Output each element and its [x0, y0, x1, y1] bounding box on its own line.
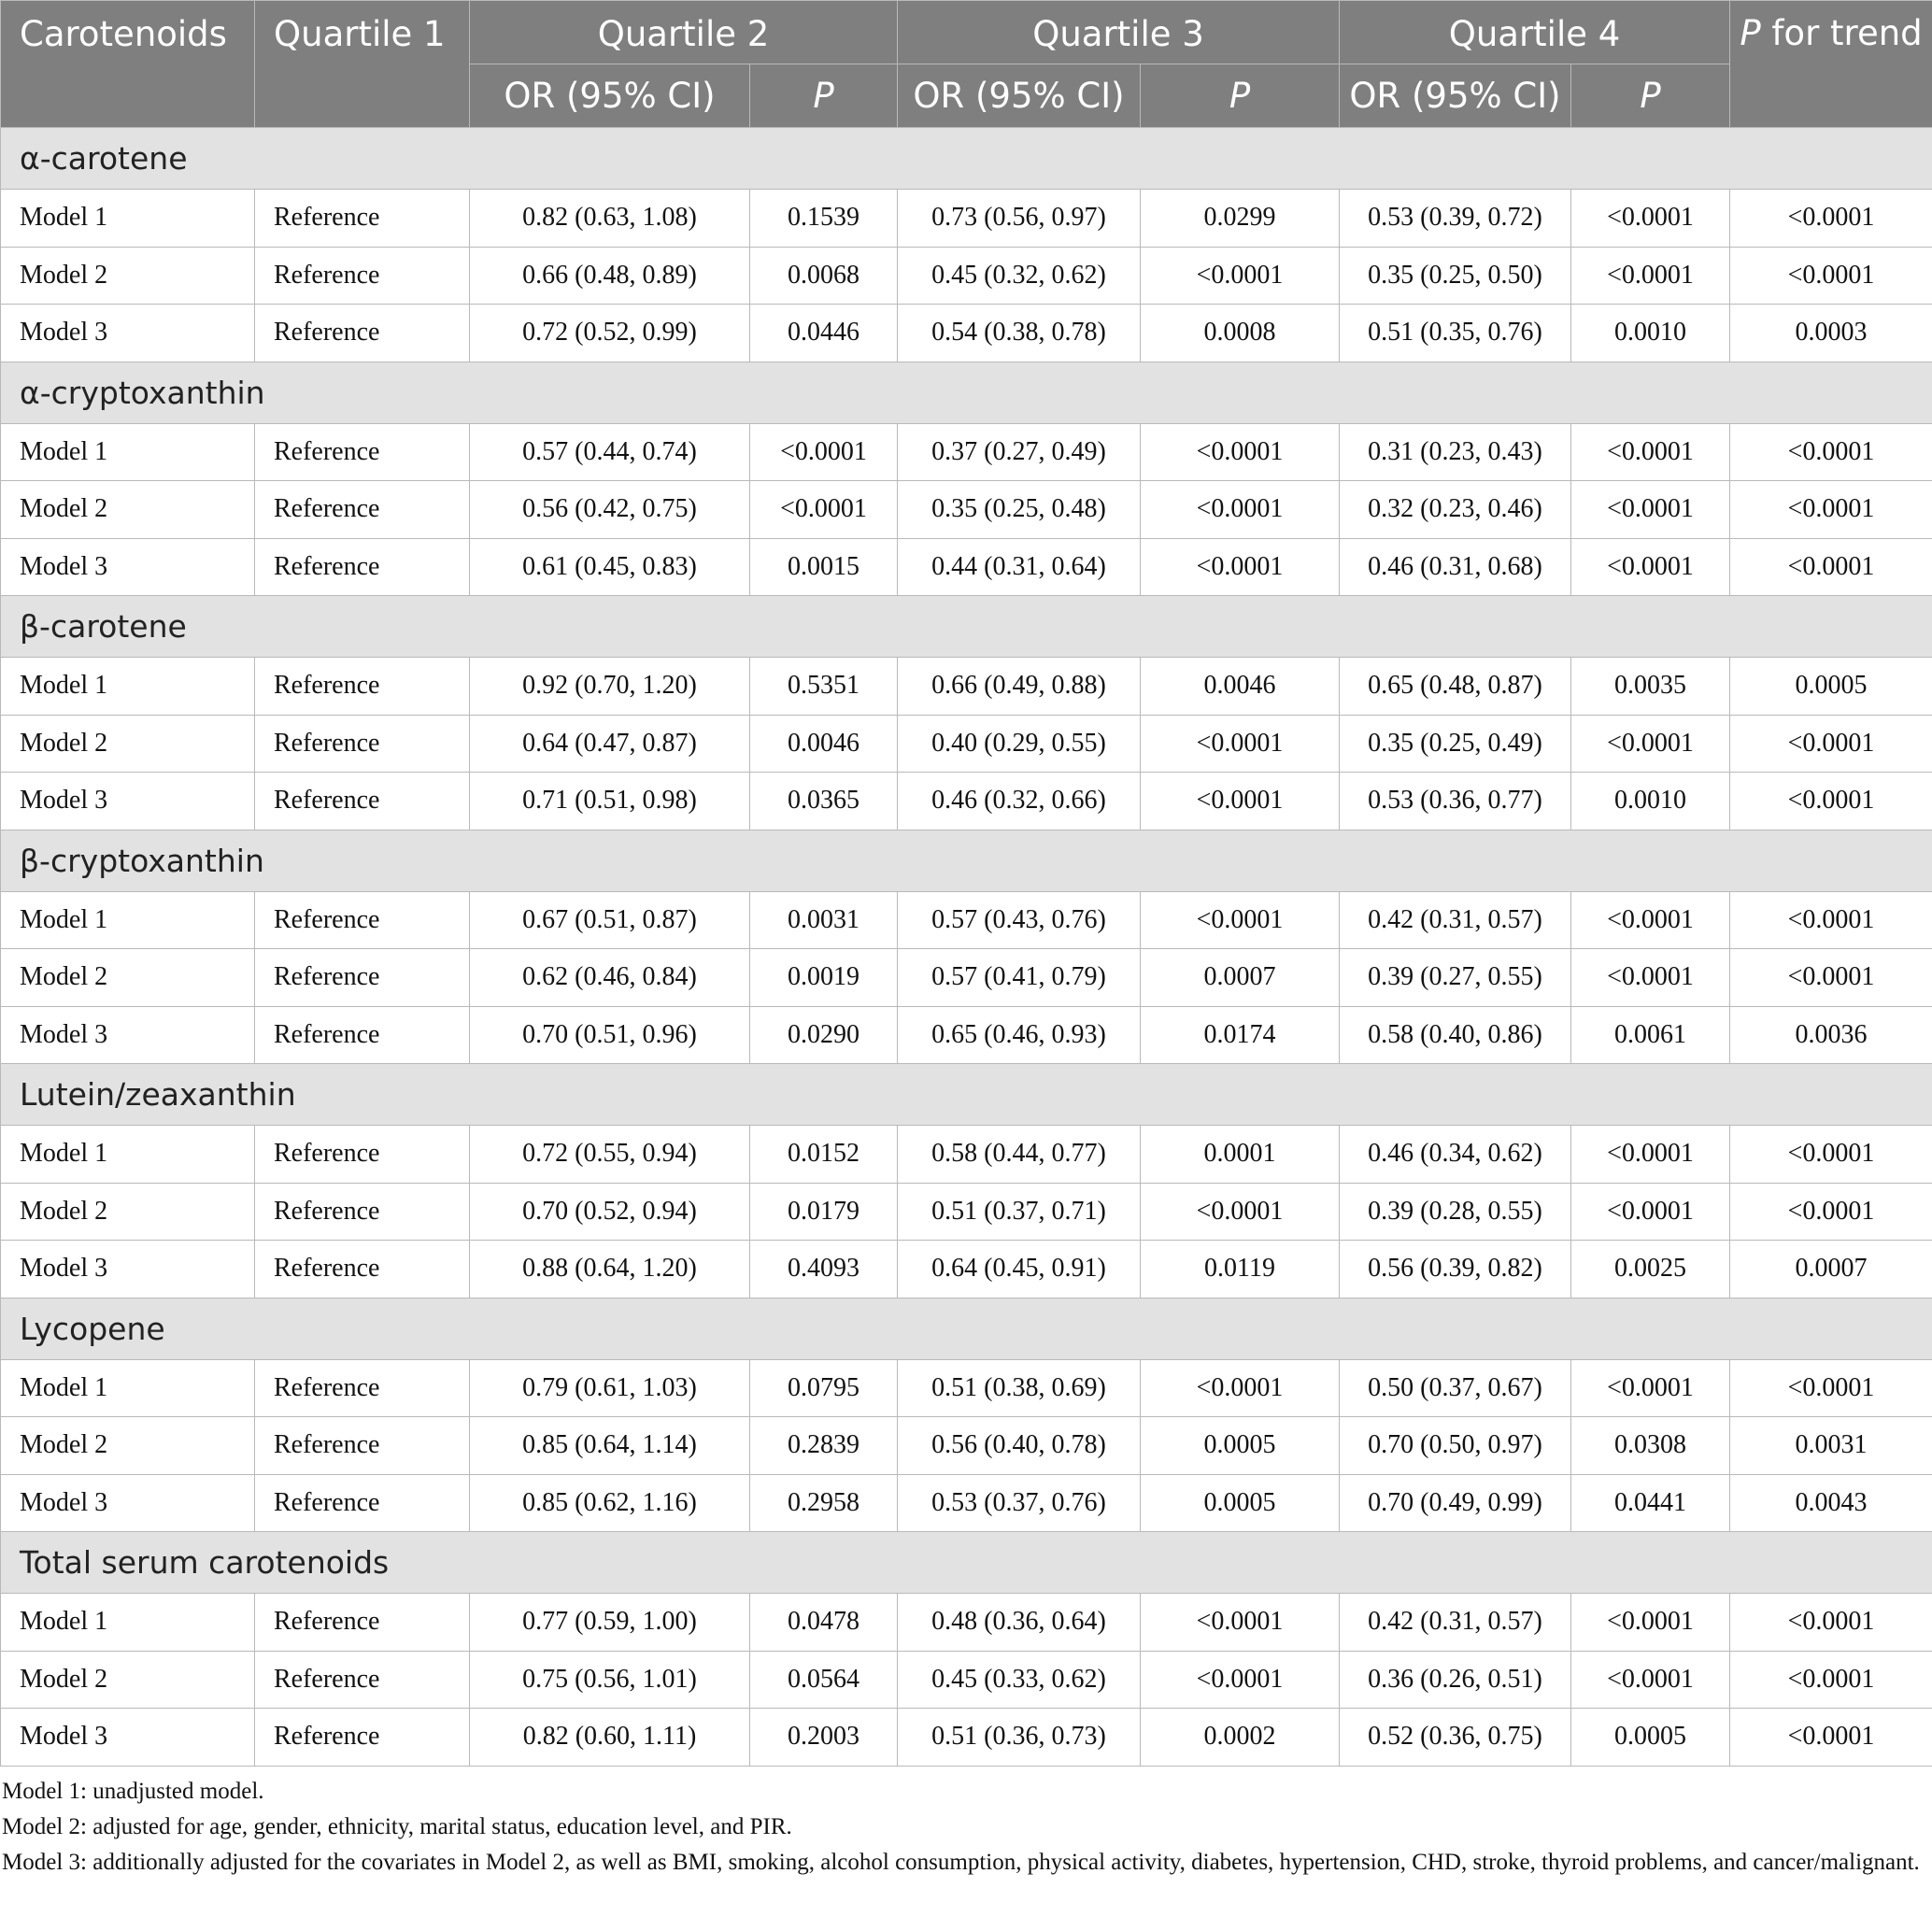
p-trend-cell: <0.0001 [1730, 423, 1932, 481]
q2-p-cell: 0.1539 [750, 190, 898, 248]
q2-p-cell: 0.0478 [750, 1594, 898, 1652]
q3-p-cell: <0.0001 [1141, 1359, 1340, 1417]
q2-p-cell: 0.2958 [750, 1474, 898, 1532]
quartile-1-cell: Reference [255, 1126, 470, 1184]
group-label: Lutein/zeaxanthin [1, 1064, 1932, 1126]
q2-or-cell: 0.85 (0.62, 1.16) [470, 1474, 750, 1532]
q3-or-cell: 0.45 (0.32, 0.62) [898, 247, 1141, 305]
q3-p-cell: 0.0001 [1141, 1126, 1340, 1184]
q2-or-cell: 0.88 (0.64, 1.20) [470, 1241, 750, 1299]
q3-or-cell: 0.64 (0.45, 0.91) [898, 1241, 1141, 1299]
table-row [1, 538, 1932, 596]
model-label: Model 1 [1, 423, 255, 481]
q3-or-cell: 0.40 (0.29, 0.55) [898, 715, 1141, 773]
q4-p-cell: <0.0001 [1571, 1594, 1730, 1652]
quartile-1-cell: Reference [255, 891, 470, 949]
q4-or-cell: 0.51 (0.35, 0.76) [1340, 305, 1571, 362]
q2-p-cell: 0.0365 [750, 773, 898, 830]
model-label: Model 2 [1, 1417, 255, 1475]
model-label: Model 1 [1, 1594, 255, 1652]
header-p-trend-rest: for trend [1760, 13, 1923, 53]
q4-p-cell: 0.0010 [1571, 773, 1730, 830]
model-label: Model 3 [1, 773, 255, 830]
q3-or-cell: 0.35 (0.25, 0.48) [898, 481, 1141, 539]
q4-p-cell: <0.0001 [1571, 538, 1730, 596]
table-row [1, 715, 1932, 773]
q4-or-cell: 0.36 (0.26, 0.51) [1340, 1651, 1571, 1709]
p-trend-cell: <0.0001 [1730, 247, 1932, 305]
q4-or-cell: 0.53 (0.39, 0.72) [1340, 190, 1571, 248]
q3-p-cell: 0.0174 [1141, 1006, 1340, 1064]
q2-p-cell: 0.0290 [750, 1006, 898, 1064]
model-label: Model 1 [1, 1359, 255, 1417]
p-trend-cell: 0.0043 [1730, 1474, 1932, 1532]
q2-p-cell: 0.0046 [750, 715, 898, 773]
q4-p-cell: 0.0441 [1571, 1474, 1730, 1532]
subheader-q2-or: OR (95% CI) [470, 64, 750, 128]
q4-or-cell: 0.46 (0.34, 0.62) [1340, 1126, 1571, 1184]
q2-or-cell: 0.82 (0.60, 1.11) [470, 1709, 750, 1767]
table-row [1, 949, 1932, 1007]
group-row [1, 1064, 1932, 1126]
q3-p-cell: 0.0007 [1141, 949, 1340, 1007]
table-row [1, 190, 1932, 248]
q4-or-cell: 0.35 (0.25, 0.50) [1340, 247, 1571, 305]
model-label: Model 2 [1, 1183, 255, 1241]
quartile-1-cell: Reference [255, 1183, 470, 1241]
q3-p-cell: <0.0001 [1141, 891, 1340, 949]
q4-or-cell: 0.70 (0.49, 0.99) [1340, 1474, 1571, 1532]
group-label: α-cryptoxanthin [1, 362, 1932, 423]
q3-or-cell: 0.54 (0.38, 0.78) [898, 305, 1141, 362]
p-trend-cell: <0.0001 [1730, 190, 1932, 248]
q3-or-cell: 0.46 (0.32, 0.66) [898, 773, 1141, 830]
q2-or-cell: 0.79 (0.61, 1.03) [470, 1359, 750, 1417]
p-trend-cell: 0.0036 [1730, 1006, 1932, 1064]
p-trend-cell: <0.0001 [1730, 773, 1932, 830]
table-row [1, 1241, 1932, 1299]
table-row [1, 891, 1932, 949]
quartile-1-cell: Reference [255, 658, 470, 716]
q2-p-cell: 0.0564 [750, 1651, 898, 1709]
table-row [1, 773, 1932, 830]
q2-p-cell: 0.2839 [750, 1417, 898, 1475]
table-notes [0, 1767, 1932, 1881]
p-trend-cell: <0.0001 [1730, 1183, 1932, 1241]
table-row [1, 305, 1932, 362]
table-row [1, 1359, 1932, 1417]
q3-p-cell: <0.0001 [1141, 715, 1340, 773]
note-model-2: Model 2: adjusted for age, gender, ethnicity, marital status, education level, and PIR. [2, 1813, 792, 1839]
q3-or-cell: 0.56 (0.40, 0.78) [898, 1417, 1141, 1475]
model-label: Model 3 [1, 1241, 255, 1299]
table-row [1, 481, 1932, 539]
quartile-1-cell: Reference [255, 1241, 470, 1299]
model-label: Model 3 [1, 305, 255, 362]
q2-p-cell: 0.0031 [750, 891, 898, 949]
q4-p-cell: 0.0061 [1571, 1006, 1730, 1064]
q3-or-cell: 0.48 (0.36, 0.64) [898, 1594, 1141, 1652]
q3-or-cell: 0.73 (0.56, 0.97) [898, 190, 1141, 248]
subheader-q2-p: P [750, 64, 898, 128]
q4-or-cell: 0.42 (0.31, 0.57) [1340, 891, 1571, 949]
q3-or-cell: 0.57 (0.43, 0.76) [898, 891, 1141, 949]
q4-or-cell: 0.31 (0.23, 0.43) [1340, 423, 1571, 481]
q4-p-cell: <0.0001 [1571, 949, 1730, 1007]
subheader-q3-p: P [1141, 64, 1340, 128]
q2-p-cell: 0.0795 [750, 1359, 898, 1417]
q3-p-cell: 0.0008 [1141, 305, 1340, 362]
q4-p-cell: <0.0001 [1571, 1183, 1730, 1241]
model-label: Model 3 [1, 1474, 255, 1532]
quartile-1-cell: Reference [255, 949, 470, 1007]
subheader-q4-p: P [1571, 64, 1730, 128]
q4-p-cell: <0.0001 [1571, 715, 1730, 773]
q2-or-cell: 0.77 (0.59, 1.00) [470, 1594, 750, 1652]
table-row [1, 658, 1932, 716]
q4-p-cell: <0.0001 [1571, 190, 1730, 248]
quartile-1-cell: Reference [255, 1417, 470, 1475]
q2-or-cell: 0.82 (0.63, 1.08) [470, 190, 750, 248]
p-trend-cell: <0.0001 [1730, 1126, 1932, 1184]
q4-or-cell: 0.56 (0.39, 0.82) [1340, 1241, 1571, 1299]
q4-p-cell: <0.0001 [1571, 423, 1730, 481]
p-trend-cell: <0.0001 [1730, 1651, 1932, 1709]
p-trend-cell: 0.0003 [1730, 305, 1932, 362]
note-model-1: Model 1: unadjusted model. [2, 1778, 264, 1804]
group-row [1, 596, 1932, 658]
q2-or-cell: 0.85 (0.64, 1.14) [470, 1417, 750, 1475]
model-label: Model 2 [1, 247, 255, 305]
q4-or-cell: 0.39 (0.27, 0.55) [1340, 949, 1571, 1007]
group-label: β-carotene [1, 596, 1932, 658]
q2-or-cell: 0.66 (0.48, 0.89) [470, 247, 750, 305]
q3-or-cell: 0.51 (0.38, 0.69) [898, 1359, 1141, 1417]
group-label: β-cryptoxanthin [1, 830, 1932, 891]
header-quartile-3: Quartile 3 [898, 1, 1340, 64]
q2-or-cell: 0.64 (0.47, 0.87) [470, 715, 750, 773]
p-trend-cell: <0.0001 [1730, 481, 1932, 539]
q3-p-cell: 0.0299 [1141, 190, 1340, 248]
quartile-1-cell: Reference [255, 1594, 470, 1652]
q4-p-cell: <0.0001 [1571, 891, 1730, 949]
group-row [1, 1532, 1932, 1594]
p-trend-cell: 0.0005 [1730, 658, 1932, 716]
header-quartile-4: Quartile 4 [1340, 1, 1730, 64]
q4-p-cell: <0.0001 [1571, 481, 1730, 539]
q2-p-cell: 0.4093 [750, 1241, 898, 1299]
q3-or-cell: 0.45 (0.33, 0.62) [898, 1651, 1141, 1709]
table-row [1, 1709, 1932, 1767]
q4-or-cell: 0.58 (0.40, 0.86) [1340, 1006, 1571, 1064]
q3-or-cell: 0.66 (0.49, 0.88) [898, 658, 1141, 716]
quartile-1-cell: Reference [255, 1474, 470, 1532]
group-row [1, 128, 1932, 190]
q4-p-cell: <0.0001 [1571, 1651, 1730, 1709]
q2-or-cell: 0.61 (0.45, 0.83) [470, 538, 750, 596]
q3-p-cell: <0.0001 [1141, 423, 1340, 481]
q4-or-cell: 0.39 (0.28, 0.55) [1340, 1183, 1571, 1241]
q3-p-cell: <0.0001 [1141, 1594, 1340, 1652]
q2-or-cell: 0.71 (0.51, 0.98) [470, 773, 750, 830]
p-trend-cell: <0.0001 [1730, 715, 1932, 773]
q4-p-cell: 0.0035 [1571, 658, 1730, 716]
q2-or-cell: 0.75 (0.56, 1.01) [470, 1651, 750, 1709]
header-p-italic: P [1740, 13, 1761, 53]
p-trend-cell: <0.0001 [1730, 538, 1932, 596]
q2-or-cell: 0.70 (0.52, 0.94) [470, 1183, 750, 1241]
q4-or-cell: 0.50 (0.37, 0.67) [1340, 1359, 1571, 1417]
note-model-3: Model 3: additionally adjusted for the covariates in Model 2, as well as BMI, smoking, alcohol consumption, physical activity, diabetes, hypertension, CHD, stroke, thyroid problems, and cancer/malignant. [2, 1849, 1920, 1875]
model-label: Model 2 [1, 949, 255, 1007]
table-row [1, 1474, 1932, 1532]
q2-or-cell: 0.72 (0.52, 0.99) [470, 305, 750, 362]
table-row [1, 1417, 1932, 1475]
p-trend-cell: <0.0001 [1730, 1359, 1932, 1417]
q2-or-cell: 0.57 (0.44, 0.74) [470, 423, 750, 481]
q2-p-cell: 0.0179 [750, 1183, 898, 1241]
q3-or-cell: 0.37 (0.27, 0.49) [898, 423, 1141, 481]
table-row [1, 1651, 1932, 1709]
quartile-1-cell: Reference [255, 190, 470, 248]
header-p-for-trend [1730, 1, 1932, 128]
q4-or-cell: 0.52 (0.36, 0.75) [1340, 1709, 1571, 1767]
table-row [1, 1126, 1932, 1184]
model-label: Model 1 [1, 190, 255, 248]
quartile-1-cell: Reference [255, 247, 470, 305]
model-label: Model 3 [1, 1709, 255, 1767]
q2-p-cell: 0.0015 [750, 538, 898, 596]
table-row [1, 1006, 1932, 1064]
group-row [1, 830, 1932, 891]
q2-or-cell: 0.72 (0.55, 0.94) [470, 1126, 750, 1184]
q2-p-cell: 0.5351 [750, 658, 898, 716]
q3-or-cell: 0.51 (0.37, 0.71) [898, 1183, 1141, 1241]
table-body [1, 128, 1932, 1767]
model-label: Model 2 [1, 481, 255, 539]
q4-p-cell: 0.0005 [1571, 1709, 1730, 1767]
q4-p-cell: <0.0001 [1571, 247, 1730, 305]
q3-p-cell: 0.0005 [1141, 1417, 1340, 1475]
q3-p-cell: <0.0001 [1141, 1183, 1340, 1241]
q4-or-cell: 0.32 (0.23, 0.46) [1340, 481, 1571, 539]
q3-p-cell: <0.0001 [1141, 481, 1340, 539]
subheader-q4-or: OR (95% CI) [1340, 64, 1571, 128]
q2-p-cell: 0.0152 [750, 1126, 898, 1184]
q3-p-cell: 0.0005 [1141, 1474, 1340, 1532]
quartile-1-cell: Reference [255, 538, 470, 596]
q4-p-cell: 0.0308 [1571, 1417, 1730, 1475]
group-label: α-carotene [1, 128, 1932, 190]
group-row [1, 1298, 1932, 1359]
quartile-1-cell: Reference [255, 1709, 470, 1767]
group-label: Total serum carotenoids [1, 1532, 1932, 1594]
q2-or-cell: 0.67 (0.51, 0.87) [470, 891, 750, 949]
q2-p-cell: 0.0019 [750, 949, 898, 1007]
quartile-1-cell: Reference [255, 773, 470, 830]
p-trend-cell: 0.0031 [1730, 1417, 1932, 1475]
q3-p-cell: 0.0046 [1141, 658, 1340, 716]
q2-p-cell: <0.0001 [750, 423, 898, 481]
q2-or-cell: 0.92 (0.70, 1.20) [470, 658, 750, 716]
q3-or-cell: 0.57 (0.41, 0.79) [898, 949, 1141, 1007]
q3-or-cell: 0.58 (0.44, 0.77) [898, 1126, 1141, 1184]
q4-p-cell: <0.0001 [1571, 1359, 1730, 1417]
header-carotenoids: Carotenoids [1, 1, 255, 128]
quartile-1-cell: Reference [255, 423, 470, 481]
q3-p-cell: <0.0001 [1141, 1651, 1340, 1709]
q2-or-cell: 0.56 (0.42, 0.75) [470, 481, 750, 539]
header-quartile-2: Quartile 2 [470, 1, 898, 64]
model-label: Model 3 [1, 1006, 255, 1064]
q3-p-cell: 0.0119 [1141, 1241, 1340, 1299]
q3-or-cell: 0.51 (0.36, 0.73) [898, 1709, 1141, 1767]
quartile-1-cell: Reference [255, 1359, 470, 1417]
q2-or-cell: 0.62 (0.46, 0.84) [470, 949, 750, 1007]
q4-p-cell: 0.0010 [1571, 305, 1730, 362]
q3-or-cell: 0.65 (0.46, 0.93) [898, 1006, 1141, 1064]
table-row [1, 423, 1932, 481]
quartile-1-cell: Reference [255, 1006, 470, 1064]
p-trend-cell: <0.0001 [1730, 1709, 1932, 1767]
table-row [1, 247, 1932, 305]
q4-or-cell: 0.53 (0.36, 0.77) [1340, 773, 1571, 830]
table-row [1, 1183, 1932, 1241]
model-label: Model 3 [1, 538, 255, 596]
q3-p-cell: <0.0001 [1141, 773, 1340, 830]
model-label: Model 2 [1, 715, 255, 773]
q2-or-cell: 0.70 (0.51, 0.96) [470, 1006, 750, 1064]
model-label: Model 1 [1, 658, 255, 716]
q3-or-cell: 0.44 (0.31, 0.64) [898, 538, 1141, 596]
q4-or-cell: 0.70 (0.50, 0.97) [1340, 1417, 1571, 1475]
p-trend-cell: <0.0001 [1730, 1594, 1932, 1652]
model-label: Model 1 [1, 891, 255, 949]
quartile-1-cell: Reference [255, 481, 470, 539]
table-row [1, 1594, 1932, 1652]
subheader-q3-or: OR (95% CI) [898, 64, 1141, 128]
p-trend-cell: 0.0007 [1730, 1241, 1932, 1299]
model-label: Model 2 [1, 1651, 255, 1709]
q2-p-cell: <0.0001 [750, 481, 898, 539]
p-trend-cell: <0.0001 [1730, 949, 1932, 1007]
q4-or-cell: 0.42 (0.31, 0.57) [1340, 1594, 1571, 1652]
group-row [1, 362, 1932, 423]
q4-or-cell: 0.46 (0.31, 0.68) [1340, 538, 1571, 596]
q4-or-cell: 0.65 (0.48, 0.87) [1340, 658, 1571, 716]
q2-p-cell: 0.2003 [750, 1709, 898, 1767]
q4-or-cell: 0.35 (0.25, 0.49) [1340, 715, 1571, 773]
quartile-1-cell: Reference [255, 1651, 470, 1709]
model-label: Model 1 [1, 1126, 255, 1184]
header-quartile-1: Quartile 1 [255, 1, 470, 128]
q2-p-cell: 0.0446 [750, 305, 898, 362]
q3-p-cell: <0.0001 [1141, 538, 1340, 596]
quartile-1-cell: Reference [255, 305, 470, 362]
p-trend-cell: <0.0001 [1730, 891, 1932, 949]
group-label: Lycopene [1, 1298, 1932, 1359]
q4-p-cell: <0.0001 [1571, 1126, 1730, 1184]
q3-p-cell: <0.0001 [1141, 247, 1340, 305]
q2-p-cell: 0.0068 [750, 247, 898, 305]
q3-p-cell: 0.0002 [1141, 1709, 1340, 1767]
table-header [1, 1, 1932, 128]
q4-p-cell: 0.0025 [1571, 1241, 1730, 1299]
quartile-1-cell: Reference [255, 715, 470, 773]
q3-or-cell: 0.53 (0.37, 0.76) [898, 1474, 1141, 1532]
